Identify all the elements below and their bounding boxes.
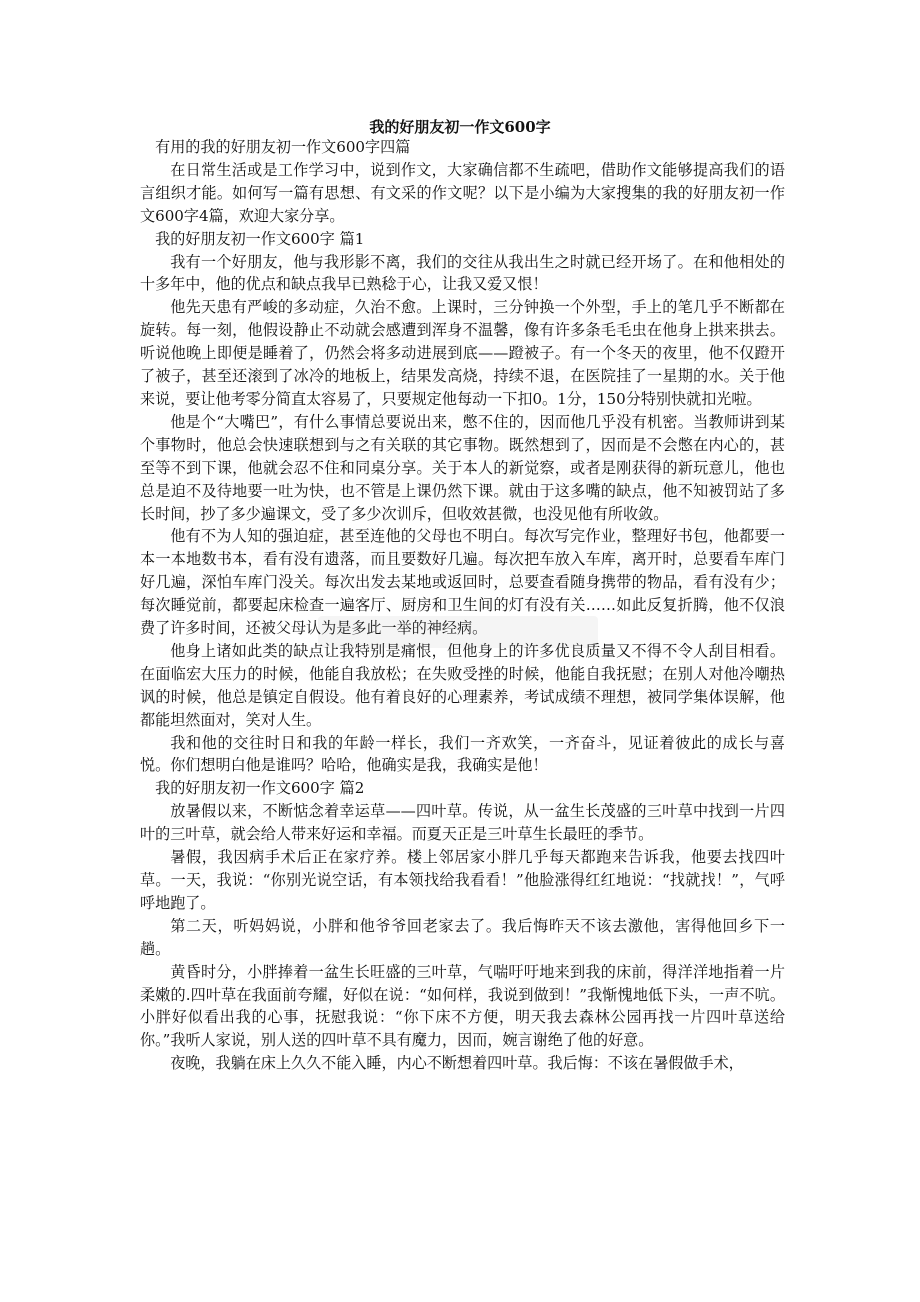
paragraph: 我有一个好朋友，他与我形影不离，我们的交往从我出生之时就已经开场了。在和他相处的十多年中，他的优点和缺点我早已熟稔于心，让我又爱又恨！ <box>140 252 785 294</box>
intro-paragraph: 在日常生活或是工作学习中，说到作文，大家确信都不生疏吧，借助作文能够提高我们的语言组织才能。如何写一篇有思想、有文采的作文呢？以下是小编为大家搜集的我的好朋友初一作文600字4篇，欢迎大家分享。 <box>140 160 785 225</box>
paragraph: 他有不为人知的强迫症，甚至连他的父母也不明白。每次写完作业，整理好书包，他都要一本一本地数书本，看有没有遗落，而且要数好几遍。每次把车放入车库，离开时，总要看车库门好几遍，深怕车库门没关。每次出发去某地或返回时，总要查看随身携带的物品，看有没有少；每次睡觉前，都要起床检查一遍客厅、厨房和卫生间的灯有没有关……如此反复折腾，他不仅浪费了许多时间，还被父母认为是多此一举的神经病。 <box>140 527 785 638</box>
section-heading-2: 我的好朋友初一作文600字 篇2 <box>155 779 365 798</box>
paragraph: 他身上诸如此类的缺点让我特别是痛恨，但他身上的许多优良质量又不得不令人刮目相看。在面临宏大压力的时候，他能自我放松；在失败受挫的时候，他能自我抚慰；在别人对他冷嘲热讽的时候，他总是镇定自假设。他有着良好的心理素养，考试成绩不理想，被同学集体误解，他都能坦然面对，笑对人生。 <box>140 641 785 729</box>
document-body <box>140 136 785 1075</box>
paragraph: 暑假，我因病手术后正在家疗养。楼上邻居家小胖几乎每天都跑来告诉我，他要去找四叶草。一天，我说：“你别光说空话，有本领找给我看看！”他脸涨得红红地说：“找就找！”，气呼呼地跑了。 <box>140 848 785 912</box>
paragraph: 他先天患有严峻的多动症，久治不愈。上课时，三分钟换一个外型，手上的笔几乎不断都在旋转。每一刻，他假设静止不动就会感遭到浑身不温馨，像有许多条毛毛虫在他身上拱来拱去。听说他晚上即便是睡着了，仍然会将多动进展到底——蹬被子。有一个冬天的夜里，他不仅蹬开了被子，甚至还滚到了冰冷的地板上，结果发高烧，持续不退，在医院挂了一星期的水。关于他来说，要让他考零分简直太容易了，只要规定他每动一下扣0。1分，150分特别快就扣光啦。 <box>140 298 785 408</box>
article-subtitle: 有用的我的好朋友初一作文600字四篇 <box>155 138 411 156</box>
paragraph: 他是个“大嘴巴”，有什么事情总要说出来，憋不住的，因而他几乎没有机密。当教师讲到某个事物时，他总会快速联想到与之有关联的其它事物。既然想到了，因而是不会憋在内心的，甚至等不到下课，他就会忍不住和同桌分享。关于本人的新觉察，或者是刚获得的新玩意儿，他也总是迫不及待地要一吐为快，也不管是上课仍然下课。就由于这多嘴的缺点，他不知被罚站了多长时间，抄了多少遍课文，受了多少次训斥，但收效甚微，也没见他有所收敛。 <box>140 412 785 523</box>
paragraph: 黄昏时分，小胖捧着一盆生长旺盛的三叶草，气喘吁吁地来到我的床前，得洋洋地指着一片柔嫩的.四叶草在我面前夸耀，好似在说：“如何样，我说到做到！”我惭愧地低下头，一声不吭。小胖好似看出我的心事，抚慰我说：“你下床不方便，明天我去森林公园再找一片四叶草送给你。”我听人家说，别人送的四叶草不具有魔力，因而，婉言谢绝了他的好意。 <box>140 962 785 1050</box>
paragraph: 第二天，听妈妈说，小胖和他爷爷回老家去了。我后悔昨天不该去激他，害得他回乡下一趟。 <box>140 916 785 958</box>
section-heading-1: 我的好朋友初一作文600字 篇1 <box>155 229 365 248</box>
document-title: 我的好朋友初一作文600字 <box>369 118 551 136</box>
paragraph: 放暑假以来，不断惦念着幸运草——四叶草。传说，从一盆生长茂盛的三叶草中找到一片四叶的三叶草，就会给人带来好运和幸福。而夏天正是三叶草生长最旺的季节。 <box>140 802 785 844</box>
paragraph: 我和他的交往时日和我的年龄一样长，我们一齐欢笑，一齐奋斗，见证着彼此的成长与喜悦。你们想明白他是谁吗？哈哈，他确实是我，我确实是他！ <box>140 733 785 775</box>
paragraph: 夜晚，我躺在床上久久不能入睡，内心不断想着四叶草。我后悔：不该在暑假做手术， <box>170 1054 744 1073</box>
